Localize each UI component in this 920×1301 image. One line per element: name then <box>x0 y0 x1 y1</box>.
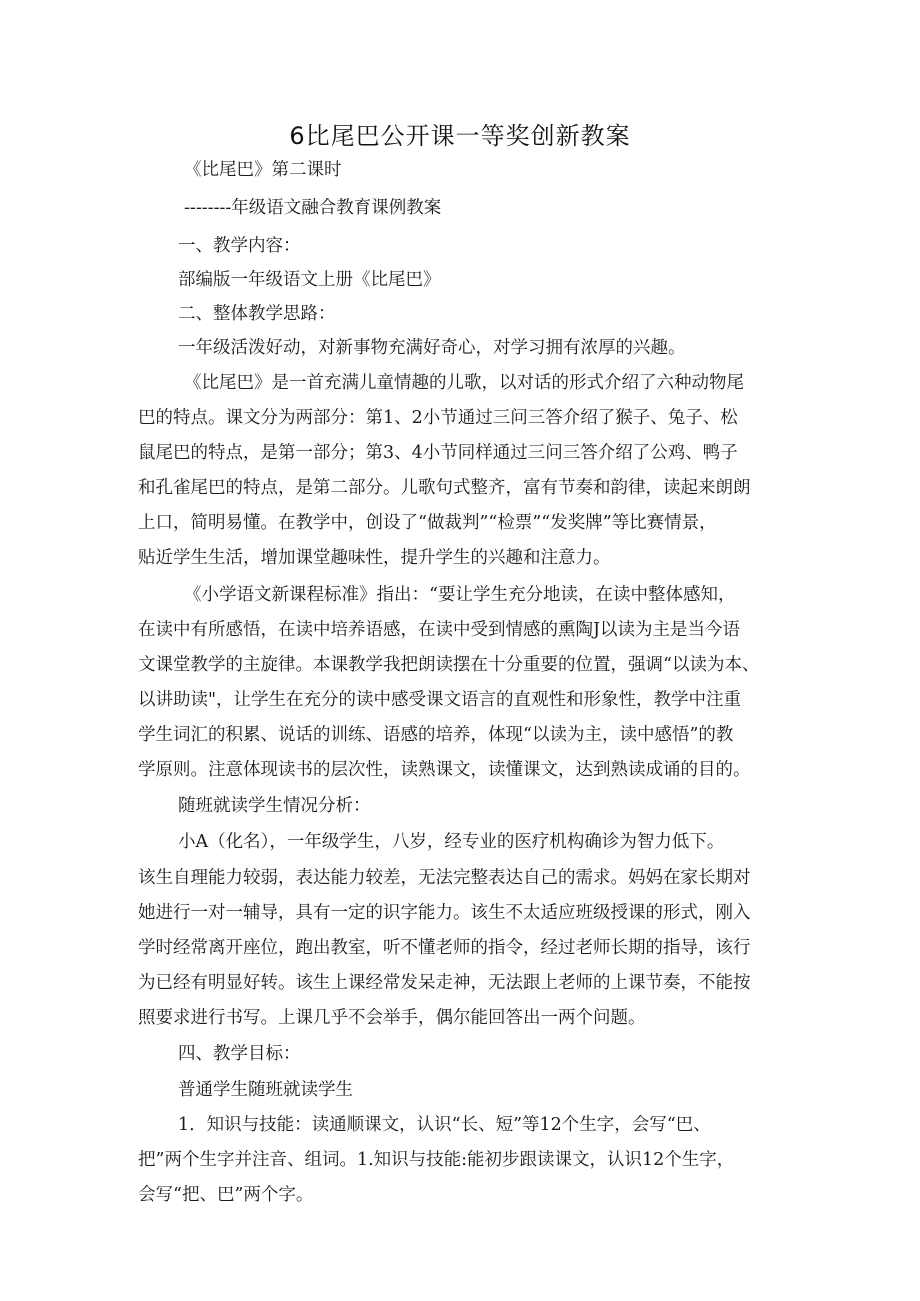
para1-line: 巴的特点。课文分为两部分：第1、2小节通过三问三答介绍了猴子、兔子、松 <box>138 408 738 428</box>
para1-line: 和孔雀尾巴的特点，是第二部分。儿歌句式整齐，富有节奏和韵律，读起来朗朗 <box>138 478 751 498</box>
lesson-subtitle: 《比尾巴》第二课时 <box>184 160 342 180</box>
section4-heading: 四、教学目标： <box>178 1044 301 1064</box>
series-line: --------年级语文融合教育课例教案 <box>184 198 442 218</box>
para1-line: 鼠尾巴的特点，是第一部分；第3、4小节同样通过三问三答介绍了公鸡、鸭子 <box>138 443 738 463</box>
section4-subheading: 普通学生随班就读学生 <box>178 1080 353 1100</box>
para4-line: 1．知识与技能：读通顺课文，认识“长、短”等12个生字，会写“巴、 <box>178 1115 711 1135</box>
section3-heading: 随班就读学生情况分析： <box>178 796 371 816</box>
para2-line: 文课堂教学的主旋律。本课教学我把朗读摆在十分重要的位置，强调“以读为本、 <box>138 655 760 675</box>
para1-line: 《比尾巴》是一首充满儿童情趣的儿歌，以对话的形式介绍了六种动物尾 <box>184 373 744 393</box>
section1-heading: 一、教学内容： <box>178 236 301 256</box>
para1-line: 贴近学生生活，增加课堂趣味性，提升学生的兴趣和注意力。 <box>138 548 611 568</box>
para2-line: 学生词汇的积累、说话的训练、语感的培养，体现“以读为主，读中感悟”的教 <box>138 725 734 745</box>
para4-line: 会写“把、巴”两个字。 <box>138 1185 314 1205</box>
para2-line: 《小学语文新课程标准》指出：“要让学生充分地读，在读中整体感知， <box>184 585 736 605</box>
para1-line: 上口，简明易懂。在教学中，创设了“做裁判”“检票”“发奖牌”等比赛情景， <box>138 513 717 533</box>
document-title: 6比尾巴公开课一等奖创新教案 <box>289 122 631 150</box>
para3-line: 学时经常离开座位，跑出教室，听不懂老师的指令，经过老师长期的指导，该行 <box>138 938 751 958</box>
para2-line: 学原则。注意体现读书的层次性，读熟课文，读懂课文，达到熟读成诵的目的。 <box>138 760 751 780</box>
para3-line: 为已经有明显好转。该生上课经常发呆走神，无法跟上老师的上课节奏，不能按 <box>138 973 751 993</box>
para3-line: 该生自理能力较弱，表达能力较差，无法完整表达自己的需求。妈妈在家长期对 <box>138 868 751 888</box>
section1-text: 部编版一年级语文上册《比尾巴》 <box>178 270 441 290</box>
para3-line: 小A（化名），一年级学生，八岁，经专业的医疗机构确诊为智力低下。 <box>178 832 725 852</box>
section2-text: 一年级活泼好动，对新事物充满好奇心，对学习拥有浓厚的兴趣。 <box>178 338 686 358</box>
para2-line: 以讲助读"，让学生在充分的读中感受课文语言的直观性和形象性，教学中注重 <box>138 690 742 710</box>
para2-line: 在读中有所感悟，在读中培养语感，在读中受到情感的熏陶J以读为主是当今语 <box>138 620 741 640</box>
para3-line: 照要求进行书写。上课几乎不会举手，偶尔能回答出一两个问题。 <box>138 1008 646 1028</box>
para4-line: 把”两个生字并注音、组词。1.知识与技能:能初步跟读课文，认识12个生字， <box>138 1150 735 1170</box>
para3-line: 她进行一对一辅导，具有一定的识字能力。该生不太适应班级授课的形式，刚入 <box>138 903 751 923</box>
section2-heading: 二、整体教学思路： <box>178 304 336 324</box>
